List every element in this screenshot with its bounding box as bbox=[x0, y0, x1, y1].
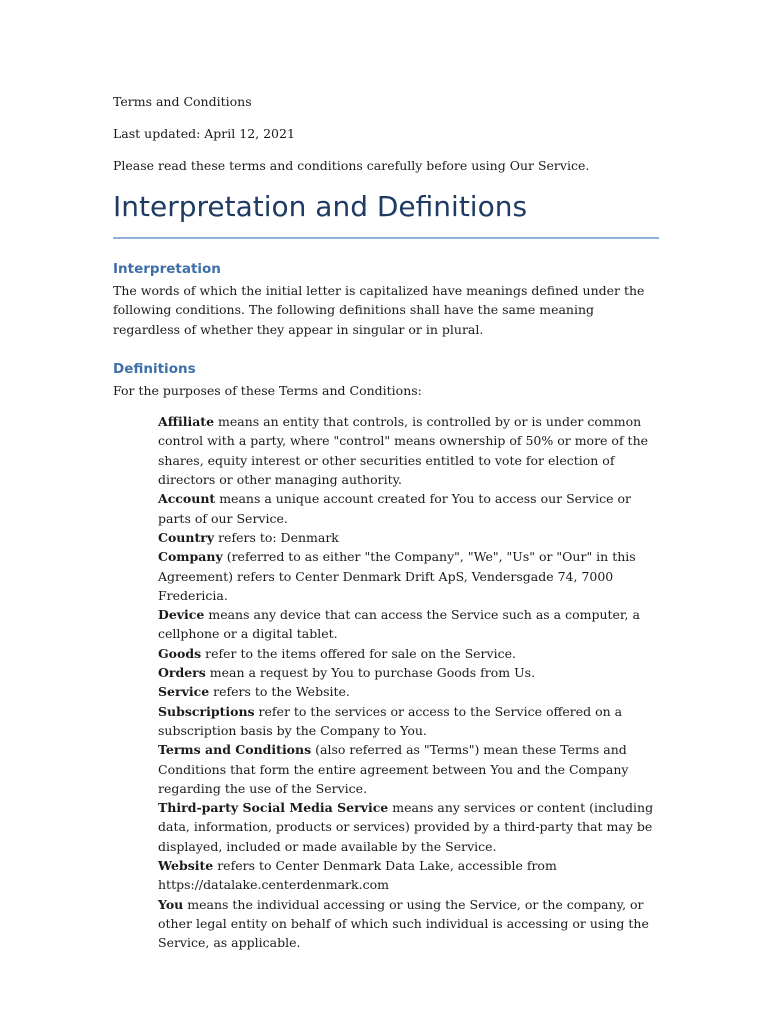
definition-term: Goods bbox=[158, 645, 202, 661]
interpretation-text: The words of which the initial letter is capitalized have meanings defined under the following conditions. The following definitions shall have the same meaning regardless of whether they appear in singular or in plural. bbox=[113, 283, 645, 337]
document-body bbox=[113, 92, 661, 953]
definition-item bbox=[158, 663, 658, 682]
definition-text: mean a request by You to purchase Goods from Us. bbox=[205, 665, 536, 681]
definition-item bbox=[158, 605, 658, 644]
definition-item bbox=[158, 798, 658, 856]
definition-term: Orders bbox=[158, 665, 206, 681]
definition-text: means any services or content (including data, information, products or services) provided by a third-party that may be displayed, included or made available by the Service. bbox=[158, 800, 654, 854]
definition-text: refer to the items offered for sale on the Service. bbox=[201, 645, 516, 661]
definition-text: refers to the Website. bbox=[209, 684, 350, 700]
definition-term: You bbox=[158, 896, 184, 912]
definition-term: Device bbox=[158, 607, 205, 623]
definition-item bbox=[158, 412, 658, 489]
definition-term: Company bbox=[158, 549, 223, 565]
definitions-list bbox=[158, 412, 658, 952]
definition-item bbox=[158, 740, 658, 798]
definition-term: Third-party Social Media Service bbox=[158, 800, 389, 816]
definition-text: (referred to as either "the Company", "We", "Us" or "Our" in this Agreement) refers to Center Denmark Drift ApS, Vendersgade 74, 7000 Fredericia. bbox=[158, 549, 636, 603]
interpretation-heading: Interpretation bbox=[113, 261, 221, 277]
definition-text: means an entity that controls, is controlled by or is under common control with a party, where "control" means ownership of 50% or more of the shares, equity interest or other securities entitled to vote for election of directors or other managing authority. bbox=[158, 414, 649, 488]
definition-item bbox=[158, 682, 658, 701]
definition-text: refer to the services or access to the Service offered on a subscription basis by the Company to You. bbox=[158, 703, 623, 738]
definition-item bbox=[158, 856, 658, 895]
definition-item bbox=[158, 702, 658, 741]
document-title: Terms and Conditions bbox=[113, 94, 252, 109]
please-read-notice: Please read these terms and conditions carefully before using Our Service. bbox=[113, 158, 590, 173]
definition-text: means a unique account created for You to access our Service or parts of our Service. bbox=[158, 491, 631, 526]
definition-term: Subscriptions bbox=[158, 703, 255, 719]
definition-term: Service bbox=[158, 684, 210, 700]
definition-term: Affiliate bbox=[158, 414, 215, 430]
section-heading: Interpretation and Definitions bbox=[113, 189, 659, 239]
definition-term: Website bbox=[158, 858, 214, 874]
definition-item bbox=[158, 528, 658, 547]
definitions-heading: Definitions bbox=[113, 360, 196, 377]
definition-term: Terms and Conditions bbox=[158, 742, 312, 758]
definition-text: refers to Center Denmark Data Lake, accessible from https://datalake.centerdenmark.com bbox=[158, 858, 557, 893]
definitions-intro: For the purposes of these Terms and Conditions: bbox=[113, 382, 422, 398]
definition-text: refers to: Denmark bbox=[214, 529, 339, 545]
definition-text: (also referred as "Terms") mean these Terms and Conditions that form the entire agreement between You and the Company regarding the use of the Service. bbox=[158, 742, 629, 796]
definition-item bbox=[158, 895, 658, 953]
definition-item bbox=[158, 644, 658, 663]
definition-term: Country bbox=[158, 529, 215, 545]
last-updated: Last updated: April 12, 2021 bbox=[113, 126, 295, 141]
definition-item bbox=[158, 547, 658, 605]
definition-text: means the individual accessing or using the Service, or the company, or other legal entity on behalf of which such individual is accessing or using the Service, as applicable. bbox=[158, 896, 649, 951]
definition-term: Account bbox=[158, 491, 216, 507]
definition-item bbox=[158, 489, 658, 528]
definition-text: means any device that can access the Service such as a computer, a cellphone or a digital tablet. bbox=[158, 607, 640, 642]
